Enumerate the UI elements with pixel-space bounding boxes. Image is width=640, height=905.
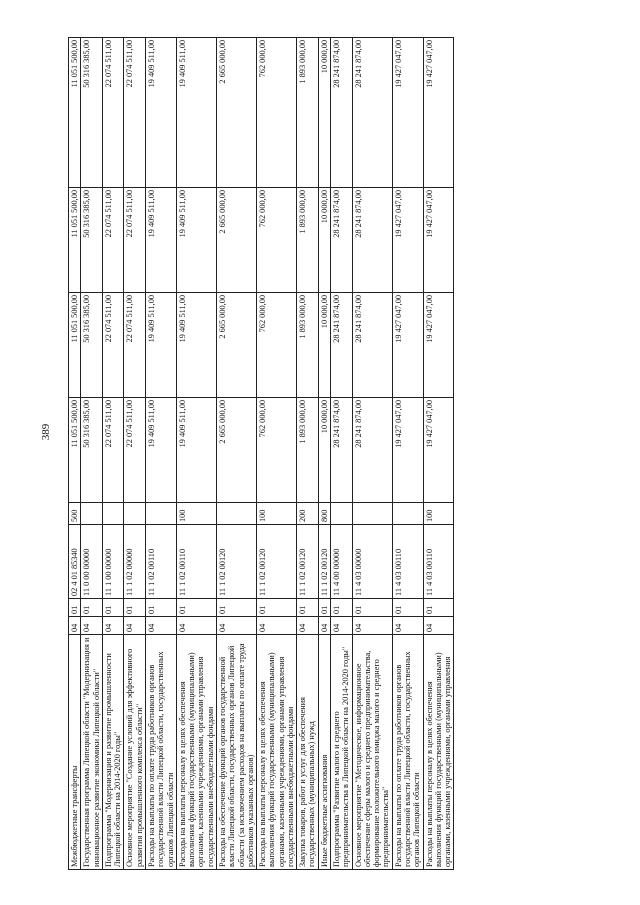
expense-name-cell: Основное мероприятие "Создание условий для эффективного развития промышленного комплекса области": [124, 635, 146, 870]
table-row: [392, 38, 423, 870]
amount-cell: 28 241 874,00: [331, 188, 353, 293]
amount-cell: 2 665 000,00: [216, 188, 256, 293]
amount-cell: 10 000,00: [318, 188, 330, 293]
section-code-cell: 04: [297, 617, 319, 635]
amount-cell: 50 316 385,00: [81, 38, 103, 188]
expense-name-cell: Межбюджетные трансферты: [69, 635, 81, 870]
amount-cell: 762 000,00: [257, 398, 297, 503]
amount-cell: 10 000,00: [318, 293, 330, 398]
amount-cell: 28 241 874,00: [352, 293, 392, 398]
amount-cell: 762 000,00: [257, 293, 297, 398]
amount-cell: 28 241 874,00: [352, 38, 392, 188]
table-row: [297, 38, 319, 870]
amount-cell: 19 427 047,00: [423, 293, 454, 398]
amount-cell: 19 409 511,00: [145, 398, 176, 503]
subsection-code-cell: 01: [216, 599, 256, 617]
target-item-code-cell: 11 1 02 00110: [145, 525, 176, 599]
amount-cell: 1 893 000,00: [297, 188, 319, 293]
expense-type-code-cell: 100: [176, 503, 216, 525]
amount-cell: 11 051 500,00: [69, 188, 81, 293]
expense-type-code-cell: [331, 503, 353, 525]
subsection-code-cell: 01: [352, 599, 392, 617]
expense-name-cell: Расходы на обеспечение функций органов государственной власти Липецкой области, государственных органов Липецкой области (за исключением расходов на выплаты по оплате труда работников указанных органов): [216, 635, 256, 870]
expense-name-cell: Расходы на выплаты персоналу в целях обеспечения выполнения функций государственными (муниципальными) органами, казенными учреждениями, органами управления: [423, 635, 454, 870]
amount-cell: 19 427 047,00: [392, 38, 423, 188]
section-code-cell: 04: [392, 617, 423, 635]
amount-cell: 19 427 047,00: [392, 188, 423, 293]
expense-name-cell: Государственная программа Липецкой области "Модернизация и инновационное развитие экономики Липецкой области": [81, 635, 103, 870]
section-code-cell: 04: [145, 617, 176, 635]
target-item-code-cell: 11 4 03 00110: [392, 525, 423, 599]
subsection-code-cell: 01: [102, 599, 124, 617]
target-item-code-cell: 11 1 02 00120: [257, 525, 297, 599]
section-code-cell: 04: [331, 617, 353, 635]
expense-type-code-cell: [145, 503, 176, 525]
table-row: [176, 38, 216, 870]
amount-cell: 50 316 385,00: [81, 293, 103, 398]
page-number: 389: [40, 423, 52, 441]
expense-type-code-cell: [124, 503, 146, 525]
amount-cell: 28 241 874,00: [352, 188, 392, 293]
budget-table: [68, 37, 454, 870]
amount-cell: 2 665 000,00: [216, 293, 256, 398]
amount-cell: 22 074 511,00: [102, 188, 124, 293]
amount-cell: 11 051 500,00: [69, 293, 81, 398]
subsection-code-cell: 01: [124, 599, 146, 617]
expense-type-code-cell: [352, 503, 392, 525]
section-code-cell: 04: [81, 617, 103, 635]
amount-cell: 22 074 511,00: [124, 293, 146, 398]
amount-cell: 28 241 874,00: [331, 293, 353, 398]
budget-table-body: [69, 38, 454, 870]
target-item-code-cell: 11 1 00 00000: [102, 525, 124, 599]
budget-table-container: [68, 38, 588, 870]
table-row: [423, 38, 454, 870]
subsection-code-cell: 01: [297, 599, 319, 617]
section-code-cell: 04: [423, 617, 454, 635]
subsection-code-cell: 01: [318, 599, 330, 617]
amount-cell: 1 893 000,00: [297, 398, 319, 503]
amount-cell: 50 316 385,00: [81, 398, 103, 503]
expense-name-cell: Расходы на выплаты по оплате труда работников органов государственной власти Липецкой области, государственных органов Липецкой области: [145, 635, 176, 870]
table-row: [69, 38, 81, 870]
target-item-code-cell: 11 1 02 00120: [318, 525, 330, 599]
amount-cell: 28 241 874,00: [331, 38, 353, 188]
table-row: [102, 38, 124, 870]
expense-type-code-cell: 100: [423, 503, 454, 525]
amount-cell: 19 409 511,00: [176, 188, 216, 293]
expense-type-code-cell: [81, 503, 103, 525]
subsection-code-cell: 01: [331, 599, 353, 617]
amount-cell: 10 000,00: [318, 398, 330, 503]
section-code-cell: 04: [176, 617, 216, 635]
amount-cell: 19 409 511,00: [176, 38, 216, 188]
amount-cell: 19 409 511,00: [176, 398, 216, 503]
table-row: [145, 38, 176, 870]
amount-cell: 19 427 047,00: [392, 293, 423, 398]
amount-cell: 22 074 511,00: [102, 398, 124, 503]
subsection-code-cell: 01: [69, 599, 81, 617]
amount-cell: 28 241 874,00: [331, 398, 353, 503]
amount-cell: 2 665 000,00: [216, 38, 256, 188]
target-item-code-cell: 11 1 02 00120: [216, 525, 256, 599]
section-code-cell: 04: [352, 617, 392, 635]
target-item-code-cell: 11 4 03 00000: [352, 525, 392, 599]
expense-type-code-cell: 500: [69, 503, 81, 525]
amount-cell: 19 409 511,00: [145, 38, 176, 188]
expense-type-code-cell: 100: [257, 503, 297, 525]
expense-type-code-cell: [102, 503, 124, 525]
table-row: [216, 38, 256, 870]
amount-cell: 50 316 385,00: [81, 188, 103, 293]
section-code-cell: 04: [69, 617, 81, 635]
target-item-code-cell: 11 4 03 00110: [423, 525, 454, 599]
table-row: [81, 38, 103, 870]
expense-type-code-cell: 800: [318, 503, 330, 525]
amount-cell: 762 000,00: [257, 188, 297, 293]
amount-cell: 22 074 511,00: [124, 398, 146, 503]
target-item-code-cell: 11 0 00 00000: [81, 525, 103, 599]
section-code-cell: 04: [216, 617, 256, 635]
amount-cell: 22 074 511,00: [124, 188, 146, 293]
target-item-code-cell: 02 4 01 85340: [69, 525, 81, 599]
table-row: [352, 38, 392, 870]
subsection-code-cell: 01: [81, 599, 103, 617]
section-code-cell: 04: [124, 617, 146, 635]
amount-cell: 19 427 047,00: [423, 188, 454, 293]
expense-type-code-cell: 200: [297, 503, 319, 525]
amount-cell: 1 893 000,00: [297, 38, 319, 188]
target-item-code-cell: 11 4 00 00000: [331, 525, 353, 599]
target-item-code-cell: 11 1 02 00000: [124, 525, 146, 599]
amount-cell: 19 427 047,00: [423, 398, 454, 503]
amount-cell: 22 074 511,00: [102, 293, 124, 398]
amount-cell: 1 893 000,00: [297, 293, 319, 398]
amount-cell: 19 409 511,00: [145, 188, 176, 293]
expense-name-cell: Иные бюджетные ассигнования: [318, 635, 330, 870]
table-row: [124, 38, 146, 870]
amount-cell: 22 074 511,00: [124, 38, 146, 188]
expense-type-code-cell: [216, 503, 256, 525]
expense-name-cell: Основное мероприятие "Методическое, информационное обеспечение сферы малого и среднего предпринимательства, формирование положительного имиджа малого и среднего предпринимательства": [352, 635, 392, 870]
expense-name-cell: Подпрограмма "Развитие малого и среднего предпринимательства в Липецкой области на 2014-2020 годы": [331, 635, 353, 870]
amount-cell: 28 241 874,00: [352, 398, 392, 503]
table-row: [318, 38, 330, 870]
subsection-code-cell: 01: [423, 599, 454, 617]
amount-cell: 10 000,00: [318, 38, 330, 188]
amount-cell: 2 665 000,00: [216, 398, 256, 503]
section-code-cell: 04: [257, 617, 297, 635]
subsection-code-cell: 01: [176, 599, 216, 617]
expense-name-cell: Расходы на выплаты персоналу в целях обеспечения выполнения функций государственными (муниципальными) органами, казенными учреждениями, органами управления государственными внебюджетными фондами: [257, 635, 297, 870]
section-code-cell: 04: [102, 617, 124, 635]
target-item-code-cell: 11 1 02 00120: [297, 525, 319, 599]
amount-cell: 19 427 047,00: [392, 398, 423, 503]
subsection-code-cell: 01: [257, 599, 297, 617]
amount-cell: 11 051 500,00: [69, 398, 81, 503]
subsection-code-cell: 01: [392, 599, 423, 617]
table-row: [331, 38, 353, 870]
target-item-code-cell: 11 1 02 00110: [176, 525, 216, 599]
table-row: [257, 38, 297, 870]
amount-cell: 19 427 047,00: [423, 38, 454, 188]
amount-cell: 19 409 511,00: [145, 293, 176, 398]
expense-name-cell: Расходы на выплаты персоналу в целях обеспечения выполнения функций государственными (муниципальными) органами, казенными учреждениями, органами управления государственными внебюджетными фондами: [176, 635, 216, 870]
amount-cell: 22 074 511,00: [102, 38, 124, 188]
subsection-code-cell: 01: [145, 599, 176, 617]
expense-name-cell: Подпрограмма "Модернизация и развитие промышленности Липецкой области на 2014-2020 годы": [102, 635, 124, 870]
section-code-cell: 04: [318, 617, 330, 635]
amount-cell: 11 051 500,00: [69, 38, 81, 188]
amount-cell: 19 409 511,00: [176, 293, 216, 398]
expense-name-cell: Расходы на выплаты по оплате труда работников органов государственной власти Липецкой области, государственных органов Липецкой области: [392, 635, 423, 870]
amount-cell: 762 000,00: [257, 38, 297, 188]
expense-type-code-cell: [392, 503, 423, 525]
expense-name-cell: Закупка товаров, работ и услуг для обеспечения государственных (муниципальных) нужд: [297, 635, 319, 870]
